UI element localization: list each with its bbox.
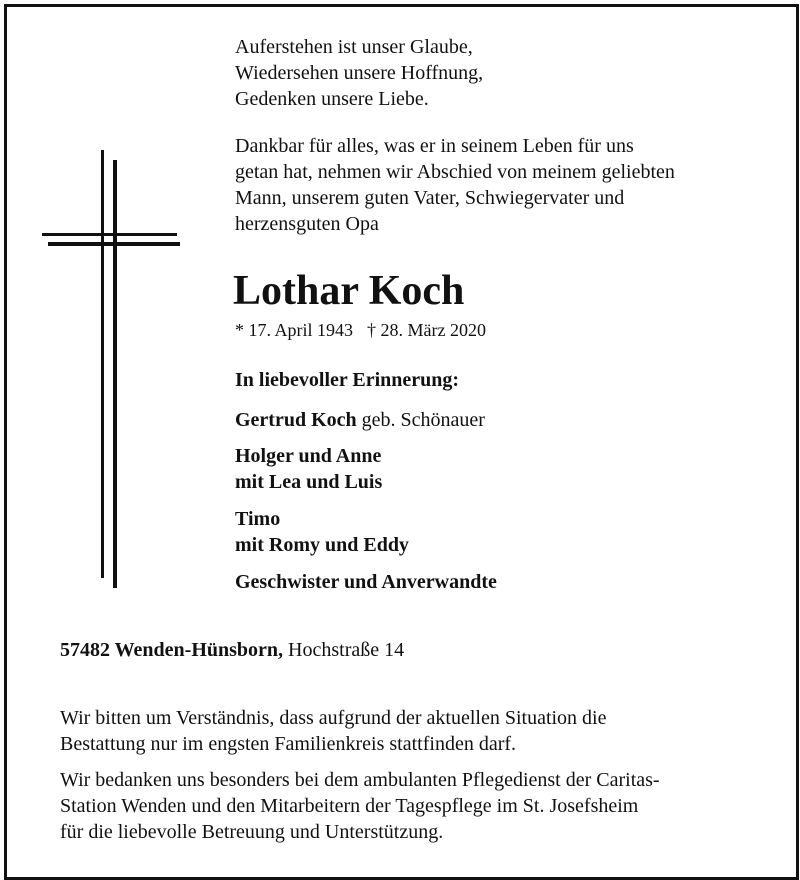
- notice-line: Bestattung nur im engsten Familienkreis stattfinden darf.: [60, 733, 517, 755]
- notice-thanks: [60, 767, 660, 845]
- intro-line: Dankbar für alles, was er in seinem Leben für uns: [235, 135, 634, 157]
- deceased-name: Lothar Koch: [233, 268, 465, 314]
- address: [60, 637, 404, 663]
- poem-line: Wiedersehen unsere Hoffnung,: [235, 62, 484, 84]
- widow-name: Gertrud Koch: [235, 409, 357, 431]
- intro-text: [235, 133, 675, 237]
- life-dates: [235, 319, 486, 341]
- family-holger: [235, 443, 382, 495]
- family-line: mit Romy und Eddy: [235, 534, 409, 556]
- widow-maiden-name: geb. Schönauer: [361, 409, 485, 431]
- family-line: Holger und Anne: [235, 445, 382, 467]
- notice-line: für die liebevolle Betreuung und Unterstützung.: [60, 821, 444, 843]
- widow-line: [235, 407, 485, 433]
- family-timo: [235, 506, 409, 558]
- intro-line: Mann, unserem guten Vater, Schwiegervater und: [235, 187, 625, 209]
- death-date: † 28. März 2020: [367, 320, 486, 340]
- mourners-heading: In liebevoller Erinnerung:: [235, 369, 460, 391]
- address-city: 57482 Wenden-Hünsborn,: [60, 639, 284, 661]
- birth-date: * 17. April 1943: [235, 320, 354, 340]
- family-line: mit Lea und Luis: [235, 471, 383, 493]
- intro-line: getan hat, nehmen wir Abschied von meinem geliebten: [235, 161, 675, 183]
- poem: [235, 34, 483, 112]
- poem-line: Auferstehen ist unser Glaube,: [235, 36, 473, 58]
- poem-line: Gedenken unsere Liebe.: [235, 88, 429, 110]
- notice-line: Station Wenden und den Mitarbeitern der Tagespflege im St. Josefsheim: [60, 795, 639, 817]
- intro-line: herzensguten Opa: [235, 213, 379, 235]
- notice-funeral: [60, 705, 607, 757]
- relatives-line: Geschwister und Anverwandte: [235, 571, 497, 593]
- notice-line: Wir bitten um Verständnis, dass aufgrund der aktuellen Situation die: [60, 707, 607, 729]
- family-line: Timo: [235, 508, 281, 530]
- address-street: Hochstraße 14: [288, 639, 405, 661]
- notice-line: Wir bedanken uns besonders bei dem ambulanten Pflegedienst der Caritas-: [60, 769, 660, 791]
